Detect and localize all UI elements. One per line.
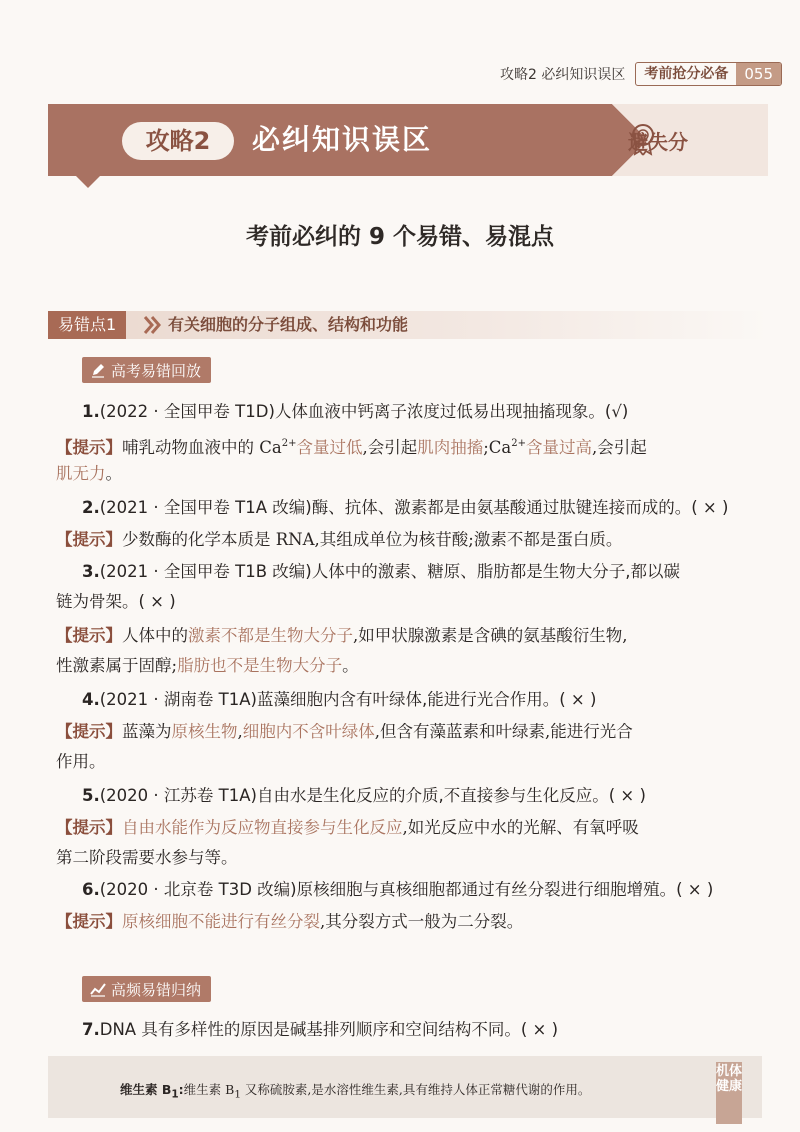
hint-text: ,如甲状腺激素是含碘的氨基酸衍生物, xyxy=(353,626,628,645)
series-badge-text: 考前抢分必备 xyxy=(644,66,729,82)
footer-text: 又称硫胺素,是水溶性维生素,具有维持人体正常糖代谢的作用。 xyxy=(240,1082,591,1097)
subtag-summary xyxy=(82,976,211,1002)
question-number: 7. xyxy=(82,1020,100,1039)
hint-text: 作用。 xyxy=(56,752,106,771)
section-title: 有关细胞的分子组成、结构和功能 xyxy=(168,315,409,334)
running-head xyxy=(500,62,782,86)
hint-tag: 【提示】 xyxy=(56,438,122,457)
medal-icon xyxy=(628,122,658,156)
footer-keyword: 维生素 B xyxy=(120,1082,172,1097)
hint-text: 哺乳动物血液中的 Ca xyxy=(122,438,282,457)
footer-note xyxy=(120,1080,590,1101)
subtag-review xyxy=(82,357,211,383)
question-number: 2. xyxy=(82,498,100,517)
question-text: DNA 具有多样性的原因是碱基排列顺序和空间结构不同。( × ) xyxy=(99,1020,559,1039)
hint-text: 少数酶的化学本质是 RNA,其组成单位为核苷酸;激素不都是蛋白质。 xyxy=(122,530,623,549)
subscript: 1 xyxy=(234,1088,241,1101)
question-text: (2022 · 全国甲卷 T1D)人体血液中钙离子浓度过低易出现抽搐现象。(√) xyxy=(99,402,629,421)
hint-highlight: 含量过高 xyxy=(526,438,592,457)
hint-text: ,会引起 xyxy=(362,438,418,457)
hint-text: 。 xyxy=(342,656,359,675)
question-2 xyxy=(82,496,772,520)
question-text: (2021 · 湖南卷 T1A)蓝藻细胞内含有叶绿体,能进行光合作用。( × ) xyxy=(99,690,597,709)
hint-5-line-2 xyxy=(56,846,746,870)
subtag-review-text: 高考易错回放 xyxy=(111,361,202,380)
hint-text: ,会引起 xyxy=(592,438,647,457)
avoid-loss-text: 避失分 xyxy=(628,129,688,154)
hint-highlight: 脂肪也不是生物大分子 xyxy=(177,656,343,675)
hint-highlight: 原核细胞不能进行有丝分裂 xyxy=(122,912,320,931)
question-number: 3. xyxy=(82,562,100,581)
hint-3-line-1 xyxy=(56,624,746,648)
question-number: 1. xyxy=(82,402,100,421)
hint-highlight: 细胞内不含叶绿体 xyxy=(242,722,375,741)
hint-text: ,如光反应中水的光解、有氧呼吸 xyxy=(402,818,639,837)
section-label: 易错点1 xyxy=(48,311,126,339)
question-text: (2021 · 全国甲卷 T1B 改编)人体中的激素、糖原、脂肪都是生物大分子,都以碳 xyxy=(99,562,680,581)
question-1 xyxy=(82,400,772,424)
chapter-title: 必纠知识误区 xyxy=(252,123,433,156)
question-text: (2021 · 全国甲卷 T1A 改编)酶、抗体、激素都是由氨基酸通过肽键连接而成的。( × ) xyxy=(99,498,729,517)
hint-highlight: 含量过低 xyxy=(296,438,363,457)
hint-text: ;Ca xyxy=(483,438,512,457)
hint-4-line-1 xyxy=(56,720,746,744)
question-3-line-1 xyxy=(82,560,772,584)
hint-highlight: 肌肉抽搐 xyxy=(417,438,484,457)
hint-6 xyxy=(56,910,746,934)
hint-highlight: 激素不都是生物大分子 xyxy=(188,626,353,645)
hint-text: 蓝藻为 xyxy=(122,722,172,741)
subtag-summary-text: 高频易错归纳 xyxy=(111,980,202,999)
series-badge xyxy=(635,62,782,86)
hint-text: , xyxy=(237,722,243,741)
question-4 xyxy=(82,688,772,712)
hint-text: 第二阶段需要水参与等。 xyxy=(56,848,238,867)
subscript: 1 xyxy=(171,1088,179,1101)
hint-tag: 【提示】 xyxy=(56,818,122,837)
hint-text: 人体中的 xyxy=(122,626,188,645)
chapter-banner xyxy=(48,104,768,176)
page-title: 考前必纠的 9 个易错、易混点 xyxy=(245,224,555,250)
page-number: 055 xyxy=(736,63,781,85)
chapter-label: 攻略2 xyxy=(122,122,234,160)
hint-tag: 【提示】 xyxy=(56,722,122,741)
hint-tag: 【提示】 xyxy=(56,626,122,645)
hint-text: 。 xyxy=(105,464,122,483)
question-text: 链为骨架。( × ) xyxy=(56,592,176,611)
question-number: 5. xyxy=(82,786,100,805)
hint-1-line-2 xyxy=(56,462,746,486)
section-bar xyxy=(48,311,768,339)
hint-highlight: 肌无力 xyxy=(56,464,106,483)
hint-highlight: 自由水能作为反应物直接参与生化反应 xyxy=(122,818,403,837)
running-title: 攻略2 必纠知识误区 xyxy=(500,67,626,83)
hint-tag: 【提示】 xyxy=(56,912,122,931)
superscript: 2+ xyxy=(511,438,526,449)
double-chevron-icon xyxy=(142,315,162,335)
footer-colon: : xyxy=(178,1082,184,1097)
question-text: (2020 · 北京卷 T3D 改编)原核细胞与真核细胞都通过有丝分裂进行细胞增殖。( × ) xyxy=(99,880,714,899)
question-number: 6. xyxy=(82,880,100,899)
question-5 xyxy=(82,784,772,808)
question-3-line-2 xyxy=(56,590,746,614)
hint-2 xyxy=(56,528,746,552)
question-6 xyxy=(82,878,772,902)
hint-text: ,其分裂方式一般为二分裂。 xyxy=(320,912,524,931)
hint-text: 性激素属于固醇; xyxy=(56,656,178,675)
question-number: 4. xyxy=(82,690,100,709)
question-7 xyxy=(82,1018,772,1042)
hint-tag: 【提示】 xyxy=(56,530,122,549)
hint-1-line-1 xyxy=(56,432,746,460)
chart-icon xyxy=(90,981,106,997)
question-text: (2020 · 江苏卷 T1A)自由水是生化反应的介质,不直接参与生化反应。( × ) xyxy=(99,786,646,805)
hint-4-line-2 xyxy=(56,750,746,774)
pencil-icon xyxy=(90,362,106,378)
side-tab: 机体健康 xyxy=(716,1062,742,1124)
footer-text: 维生素 B xyxy=(183,1082,235,1097)
superscript: 2+ xyxy=(281,438,297,449)
hint-5-line-1 xyxy=(56,816,746,840)
hint-text: ,但含有藻蓝素和叶绿素,能进行光合 xyxy=(374,722,633,741)
hint-3-line-2 xyxy=(56,654,746,678)
hint-highlight: 原核生物 xyxy=(171,722,238,741)
avoid-loss-tag xyxy=(628,122,688,158)
